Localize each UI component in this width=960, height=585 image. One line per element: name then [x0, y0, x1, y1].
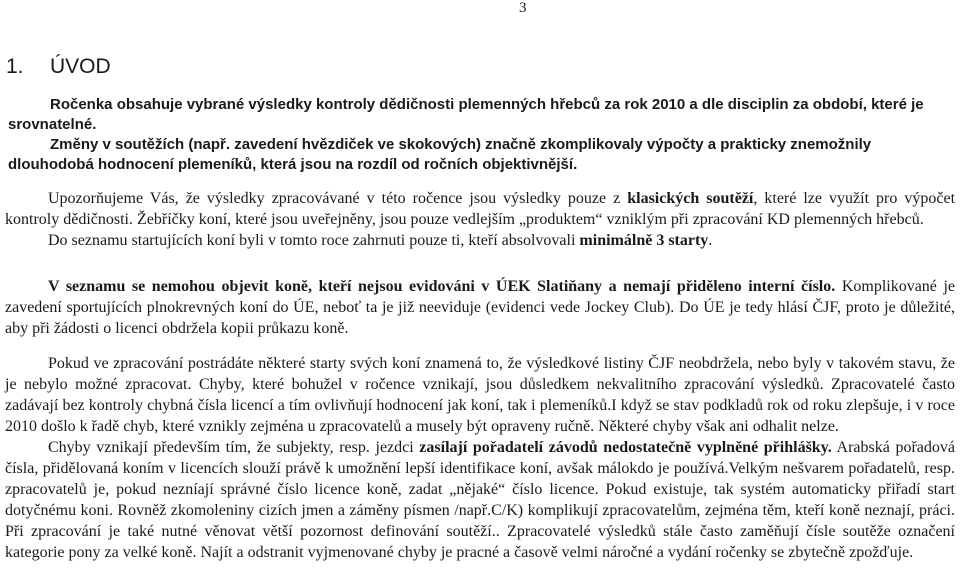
page-number: 3: [519, 0, 527, 16]
heading-title: ÚVOD: [50, 55, 111, 78]
seznam-text-2: .: [708, 232, 713, 249]
intro-block: [8, 95, 953, 175]
chyby-paragraph: [5, 437, 955, 563]
chyby-text-1: Chyby vznikají především tím, že subjekty, resp. jezdci: [48, 439, 420, 456]
nemohou-bold: V seznamu se nemohou objevit koně, kteří nejsou evidováni v ÚEK Slatiňany a nemají přiděleno interní číslo.: [48, 278, 836, 295]
seznam-paragraph: [5, 230, 955, 251]
chyby-bold: zasílají pořadatelí závodů nedostatečně vyplněné přihlášky.: [419, 439, 832, 456]
upozornujeme-bold: klasických soutěží: [627, 190, 754, 207]
heading-number: 1.: [6, 55, 24, 78]
nemohou-paragraph: [5, 276, 955, 339]
chyby-text-2: Arabská pořadová čísla, přidělovaná koním v licencích slouží právě k umožnění lepší identifikace koní, avšak málokdo je používá.Velkým nešvarem pořadatelů, resp. zpracovatelů je, pokud nezníají správné číslo licence koně, zadat „nějaké“ číslo licence. Pokud existuje, tak systém automaticky přiřadí start dotyčnému koni. Rovněž zkomoleniny cizích jmen a záměny písmen /např.C/K) komplikují zpracovatelům, zejména těm, kteří koně neznají, práci. Při zpracování je také nutné věnovat větší pozornost definování soutěží.. Zpracovatelé výsledků stále často zaměňují čísle soutěže označení kategorie pony za velké koně. Najít a odstranit vyjmenované chyby je pracné a časově velmi náročné a vydání ročenky se zbytečně zpožďuje.: [5, 439, 955, 561]
intro-line-1: Ročenka obsahuje vybrané výsledky kontroly dědičnosti plemenných hřebců za rok 2010 a dle disciplin za období, které je srovnatelné.: [8, 96, 924, 133]
nemohou-text: Komplikované je zavedení sportujících plnokrevných koní do ÚE, neboť ta je již neeviduje (evidenci vede Jockey Club). Do ÚE je tedy hlásí ČJF, proto je důležité, aby při žádosti o licenci obdržela kopii průkazu koně.: [5, 278, 956, 337]
upozornujeme-paragraph: [5, 188, 955, 230]
pokud-paragraph: Pokud ve zpracování postrádáte některé starty svých koní znamená to, že výsledkové listiny ČJF neobdržela, nebo byly v takovém stavu, že je nebylo možné zpracovat. Chyby, které bohužel v ročence vznikají, jsou důsledkem nekvalitního zpracování výsledků. Zpracovatelé často zadávají bez kontroly chybná čísla licencí a tím ovlivňují hodnocení jak koní, tak i plemeníků.I když se stav podkladů rok od roku zlepšuje, i v roce 2010 došlo k řadě chyb, které vznikly zejména u zpracovatelů a musely být opraveny ručně. Některé chyby však ani odhalit nelze.: [5, 355, 955, 435]
seznam-bold: minimálně 3 starty: [579, 232, 709, 249]
upozornujeme-text-1: Upozorňujeme Vás, že výsledky zpracovávané v této ročence jsou výsledky pouze z: [48, 190, 628, 207]
section-heading: [6, 55, 111, 79]
notice-block: [5, 188, 955, 251]
intro-line-2: Změny v soutěžích (např. zavedení hvězdiček ve skokových) značně zkomplikovaly výpočty a prakticky znemožnily dlouhodobá hodnocení plemeníků, která jsou na rozdíl od ročních objektivnější.: [8, 136, 872, 173]
seznam-text-1: Do seznamu startujících koní byli v tomto roce zahrnuti pouze ti, kteří absolvovali: [48, 232, 580, 249]
upozornujeme-text-2: , které lze využít pro výpočet kontroly dědičnosti. Žebříčky koní, které jsou uveřejněny, jsou pouze vedlejším „produktem“ vzniklým při zpracování KD plemenných hřebců.: [5, 190, 956, 228]
